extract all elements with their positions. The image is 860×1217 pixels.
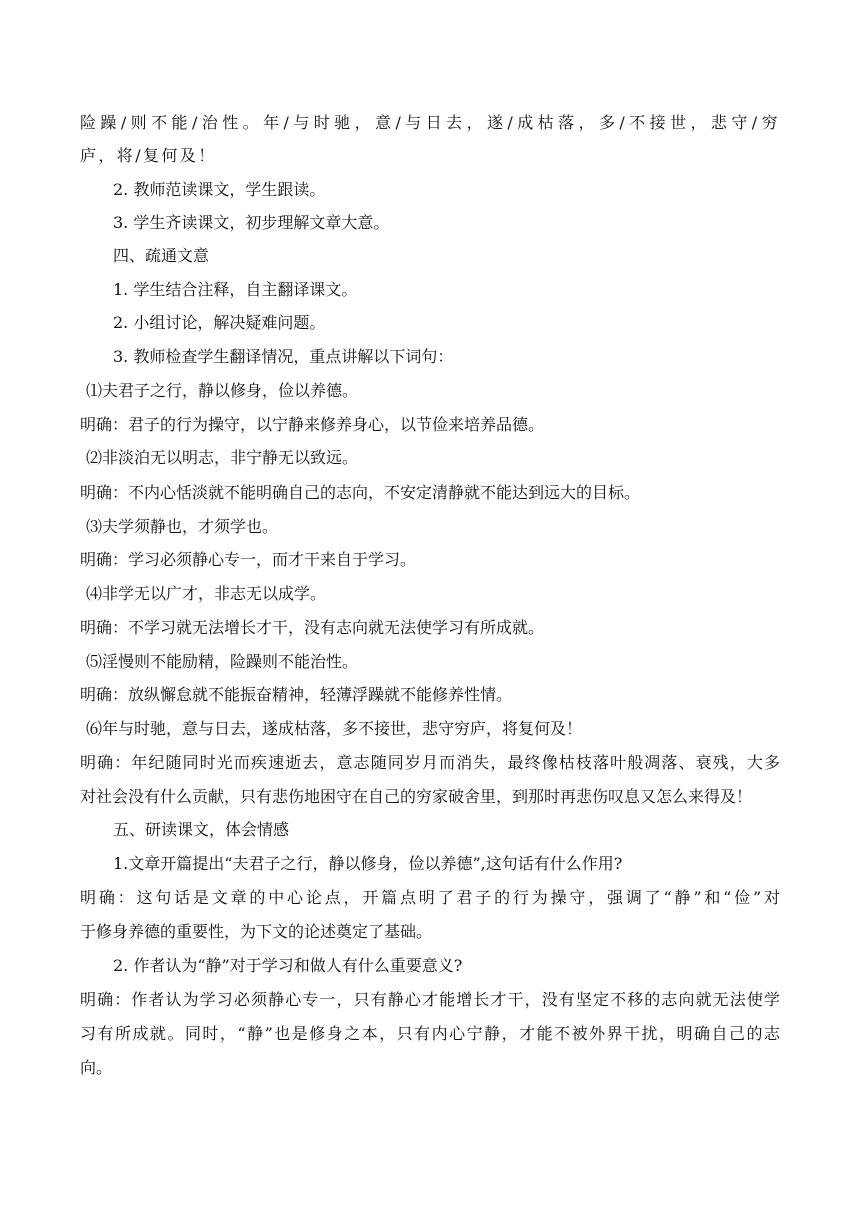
text-line: 庐，将/复何及！: [80, 146, 217, 165]
explanation-line: 习有所成就。同时，“静”也是修身之本，只有内心宁静，才能不被外界干扰，明确自己的志: [80, 1024, 780, 1043]
explanation-line: 明确：不内心恬淡就不能明确自己的志向，不安定清静就不能达到远大的目标。: [80, 483, 641, 502]
explanation-line: 于修身养德的重要性，为下文的论述奠定了基础。: [80, 922, 433, 941]
text-line: 险躁/则不能/治性。年/与时驰，意/与日去，遂/成枯落，多/不接世，悲守/穷: [80, 113, 780, 132]
quote-item: ⑴夫君子之行，静以修身，俭以养德。: [86, 381, 359, 400]
explanation-line: 明确：学习必须静心专一，而才干来自于学习。: [80, 550, 417, 569]
explanation-line: 对社会没有什么贡献，只有悲伤地困守在自己的穷家破舍里，到那时再悲伤叹息又怎么来得及！: [80, 787, 753, 806]
section-heading: 五、研读课文，体会情感: [113, 820, 290, 839]
quote-item: ⑷非学无以广才，非志无以成学。: [86, 584, 327, 603]
step-item: 2. 教师范读课文，学生跟读。: [113, 180, 326, 199]
explanation-line: 明确：作者认为学习必须静心专一，只有静心才能增长才干，没有坚定不移的志向就无法使学: [80, 990, 780, 1009]
quote-item: ⑹年与时驰，意与日去，遂成枯落，多不接世，悲守穷庐，将复何及！: [86, 719, 583, 738]
step-item: 1. 学生结合注释，自主翻译课文。: [113, 280, 358, 299]
question-item: 2. 作者认为“静”对于学习和做人有什么重要意义?: [113, 956, 463, 975]
quote-item: ⑶夫学须静也，才须学也。: [86, 517, 279, 536]
step-item: 3. 教师检查学生翻译情况，重点讲解以下词句：: [113, 347, 454, 366]
explanation-line: 明确：这句话是文章的中心论点，开篇点明了君子的行为操守，强调了“静”和“俭”对: [80, 888, 780, 907]
step-item: 3. 学生齐读课文，初步理解文章大意。: [113, 213, 390, 232]
section-heading: 四、疏通文意: [113, 246, 210, 265]
step-item: 2. 小组讨论，解决疑难问题。: [113, 313, 326, 332]
explanation-line: 明确：不学习就无法增长才干，没有志向就无法使学习有所成就。: [80, 618, 545, 637]
explanation-line: 向。: [80, 1058, 113, 1077]
quote-item: ⑸淫慢则不能励精，险躁则不能治性。: [86, 652, 359, 671]
explanation-line: 明确：放纵懈怠就不能振奋精神，轻薄浮躁就不能修养性情。: [80, 685, 513, 704]
question-item: 1.文章开篇提出“夫君子之行，静以修身，俭以养德”,这句话有什么作用?: [113, 854, 623, 873]
explanation-line: 明确：年纪随同时光而疾速逝去，意志随同岁月而消失，最终像枯枝落叶般凋落、衰残，大多: [80, 753, 780, 772]
quote-item: ⑵非淡泊无以明志，非宁静无以致远。: [86, 448, 359, 467]
explanation-line: 明确：君子的行为操守，以宁静来修养身心，以节俭来培养品德。: [80, 415, 545, 434]
